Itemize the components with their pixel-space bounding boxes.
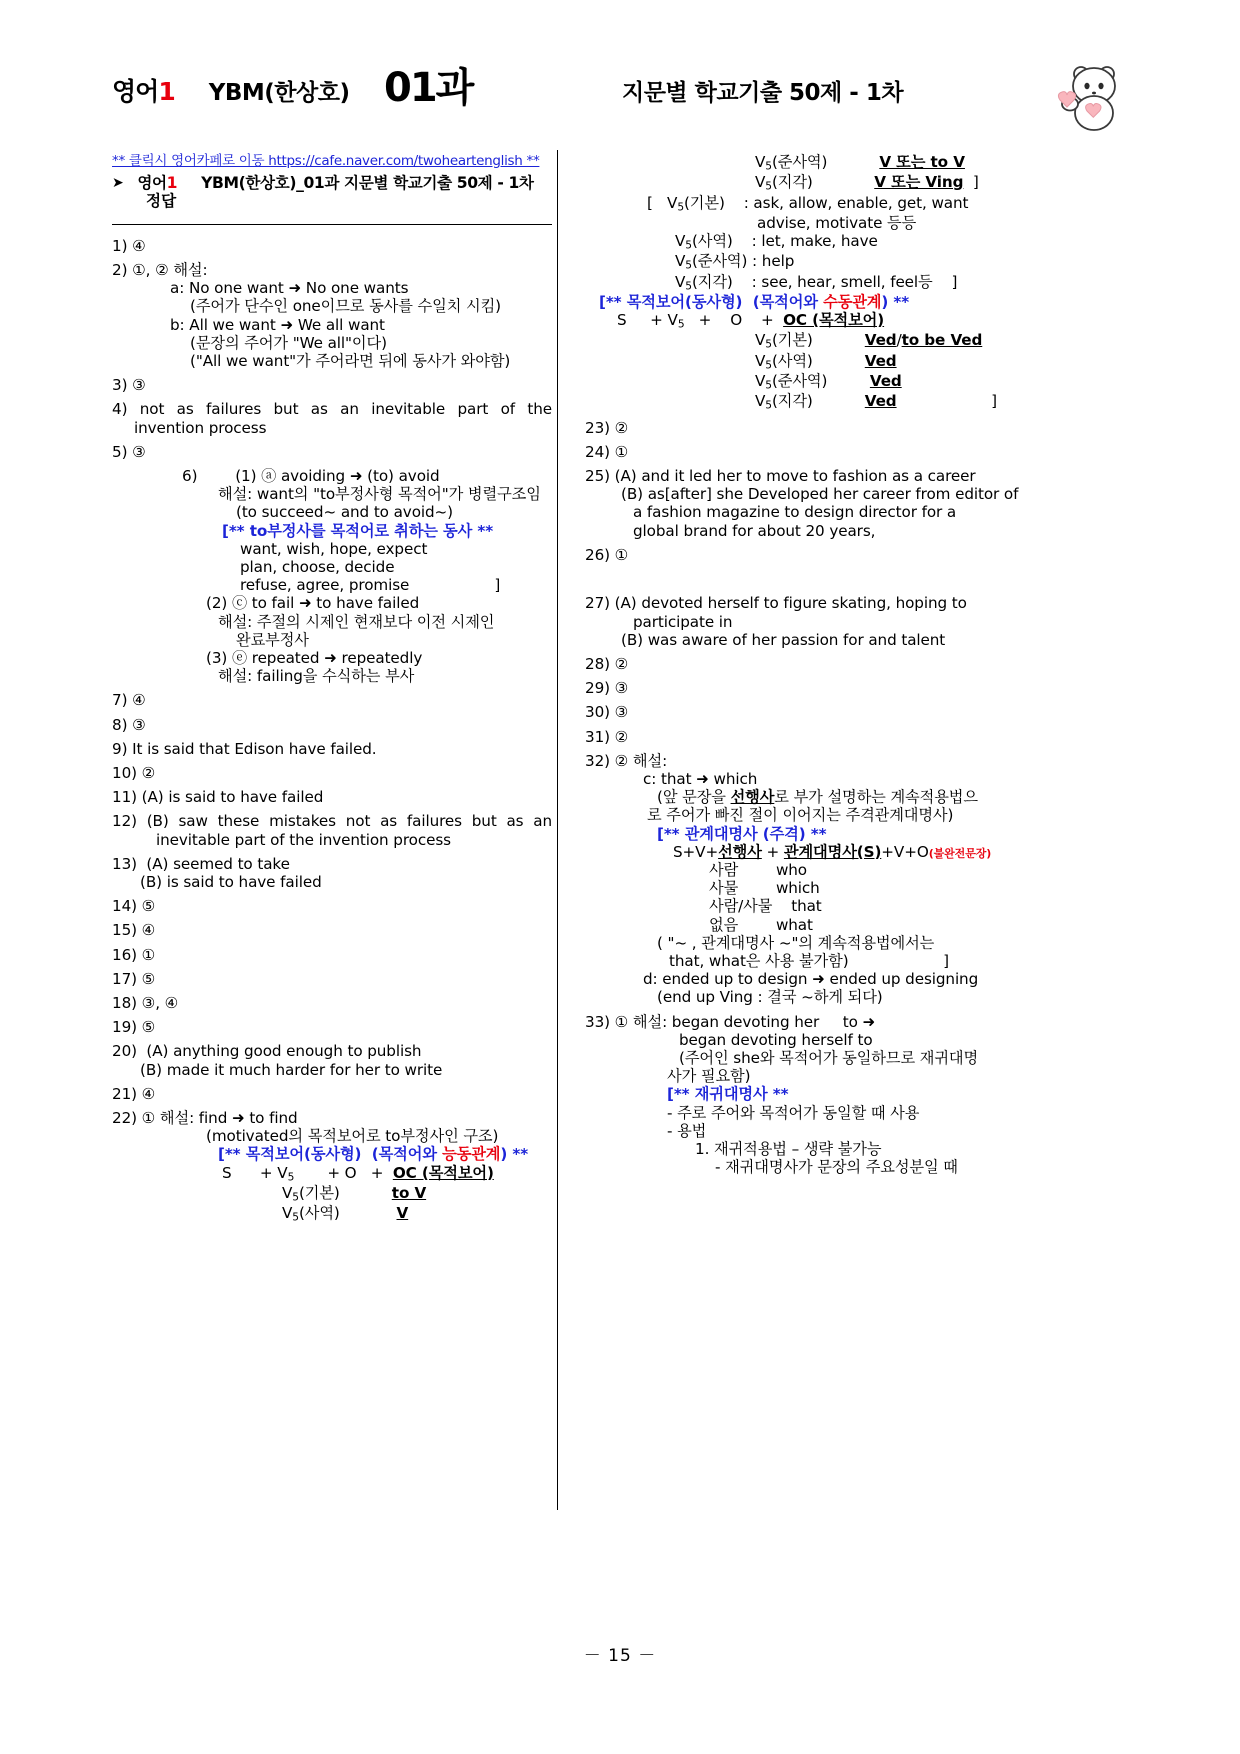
header-publisher: YBM(한상호) <box>208 80 350 106</box>
answer-line: d: ended up to design ➜ ended up designing <box>643 970 979 989</box>
answer-line: - 용법 <box>667 1121 707 1140</box>
header-right-title: 지문별 학교기출 50제 - 1차 <box>622 80 904 106</box>
title-subject: 영어1 <box>137 173 178 192</box>
answer-line: 17) ⑤ <box>112 969 156 988</box>
answer-line: [** 관계대명사 (주격) ** <box>657 824 827 843</box>
answer-line: [** to부정사를 목적어로 취하는 동사 ** <box>222 521 494 540</box>
answer-line: 완료부정사 <box>236 630 309 649</box>
answer-line: $V_5$(사역) V <box>282 1204 409 1224</box>
answer-line: 해설: 주절의 시제인 현재보다 이전 시제인 <box>218 612 495 631</box>
answer-line: [ $V_5$(기본) : ask, allow, enable, get, want <box>647 193 969 214</box>
answer-line: 21) ④ <box>112 1084 156 1103</box>
answer-line: 29) ③ <box>585 679 629 698</box>
answer-line: 사람/사물 that <box>709 897 822 916</box>
left-column <box>112 155 552 1227</box>
answer-line: $V_5$(기본) to V <box>282 1183 427 1204</box>
answer-line: 26) ① <box>585 545 629 564</box>
answer-line: $V_5$(기본) Ved/to be Ved <box>755 331 983 352</box>
answer-line: a fashion magazine to design director for a <box>633 503 957 522</box>
answer-line: (B) was aware of her passion for and talent <box>621 630 946 649</box>
bullet-arrow-icon: ➤ <box>112 174 124 191</box>
title-rest: YBM(한상호)_01과 지문별 학교기출 50제 - 1차 <box>201 173 534 192</box>
answer-line: 27) (A) devoted herself to figure skating, hoping to <box>585 594 967 613</box>
answer-line: $V_5$(사역) Ved <box>755 351 897 372</box>
answer-line: 사가 필요함) <box>667 1067 751 1086</box>
spacer-row <box>585 572 1035 587</box>
right-column <box>585 155 1035 1178</box>
header-subject-number: 1 <box>158 77 175 106</box>
answer-line: refuse, agree, promise ] <box>240 576 501 595</box>
answer-line: 3) ③ <box>112 376 146 395</box>
answer-line: 7) ④ <box>112 691 146 710</box>
answer-line: 1) ④ <box>112 236 146 255</box>
answer-line: 33) ① 해설: began devoting her to ➜ <box>585 1012 876 1031</box>
answer-line: (문장의 주어가 "We all"이다) <box>190 333 387 352</box>
answer-line: - 주로 주어와 목적어가 동일할 때 사용 <box>667 1103 920 1122</box>
answer-line: 해설: want의 "to부정사형 목적어"가 병렬구조임 <box>218 485 541 504</box>
answer-line: (B) made it much harder for her to write <box>140 1060 443 1079</box>
answer-line: 1. 재귀적용법 – 생략 불가능 <box>695 1139 882 1158</box>
answer-line: 19) ⑤ <box>112 1018 156 1037</box>
answer-key-title <box>112 173 552 192</box>
answer-line: 사람 who <box>709 860 808 879</box>
answer-line: (B) as[after] she Developed her career from editor of <box>621 485 1019 504</box>
answer-line: (2) ⓒ to fail ➜ to have failed <box>206 594 420 613</box>
answer-line: (3) ⓔ repeated ➜ repeatedly <box>206 648 423 667</box>
answer-line: [** 재귀대명사 ** <box>667 1085 789 1104</box>
answer-line: 20) (A) anything good enough to publish <box>112 1042 422 1061</box>
answer-line: participate in <box>633 612 733 631</box>
answer-line: 12) (B) saw these mistakes not as failures but as an <box>112 812 552 831</box>
answer-line: (앞 문장을 선행사로 부가 설명하는 계속적용법으 <box>657 788 978 807</box>
answer-line: 18) ③, ④ <box>112 994 179 1012</box>
answer-line: 13) (A) seemed to take <box>112 854 290 873</box>
answer-line: $V_5$(지각) Ved ] <box>755 392 997 413</box>
answer-line: 22) ① 해설: find ➜ to find <box>112 1109 298 1128</box>
answer-line: 6) (1) ⓐ avoiding ➜ (to) avoid <box>182 466 440 485</box>
answer-line: ( "~ , 관계대명사 ~"의 계속적용법에서는 <box>657 933 935 952</box>
answer-line: 9) It is said that Edison have failed. <box>112 739 377 758</box>
answer-line: (주어인 she와 목적어가 동일하므로 재귀대명 <box>679 1048 979 1067</box>
answer-line: (to succeed~ and to avoid~) <box>236 503 453 522</box>
answer-line: c: that ➜ which <box>643 769 758 788</box>
answer-line: 32) ② 해설: <box>585 751 668 770</box>
answer-line: inevitable part of the invention process <box>156 830 451 849</box>
answer-line: $V_5$(지각) V 또는 Ving ] <box>755 173 979 193</box>
answer-line: 4) not as failures but as an inevitable part of the <box>112 400 552 419</box>
answer-line: S+V+선행사 + 관계대명사(S)+V+O(불완전문장) <box>673 842 992 861</box>
answer-line: $V_5$(지각) : see, hear, smell, feel등 ] <box>675 272 958 293</box>
answer-line: 로 주어가 빠진 절이 이어지는 주격관계대명사) <box>647 806 954 825</box>
answer-line: 11) (A) is said to have failed <box>112 788 324 807</box>
answer-line: (B) is said to have failed <box>140 872 322 891</box>
answer-line: 10) ② <box>112 763 156 782</box>
answer-line: advise, motivate 등등 <box>757 213 917 232</box>
answer-line: plan, choose, decide <box>240 557 395 576</box>
answer-line: [** 목적보어(동사형) (목적어와 능동관계) ** <box>218 1145 529 1164</box>
answer-line: 28) ② <box>585 654 629 673</box>
answer-line: 해설: failing을 수식하는 부사 <box>218 667 415 686</box>
header-lesson-title: 01과 <box>384 65 473 111</box>
answer-line: b: All we want ➜ We all want <box>170 315 385 334</box>
answer-line: a: No one want ➜ No one wants <box>170 279 409 298</box>
right-answer-list <box>585 155 1035 1175</box>
answer-line: (주어가 단수인 one이므로 동사를 수일치 시킴) <box>190 297 501 316</box>
header-subject: 영어1 <box>112 77 175 106</box>
header-rule <box>112 224 552 225</box>
left-answer-list <box>112 236 552 1224</box>
answer-line: 31) ② <box>585 727 629 746</box>
column-divider <box>557 150 558 1510</box>
answer-line: 30) ③ <box>585 703 629 722</box>
page-number: － 15 － <box>583 1646 657 1666</box>
answer-line: 14) ⑤ <box>112 897 156 916</box>
answer-line: 없음 what <box>709 915 813 934</box>
answer-line: [** 목적보어(동사형) (목적어와 수동관계) ** <box>599 292 910 311</box>
answer-line: 24) ① <box>585 442 629 461</box>
answer-line: 2) ①, ② 해설: <box>112 260 208 279</box>
answer-line: S + $V_5$ + O + OC (목적보어) <box>617 311 885 331</box>
answer-line: that, what은 사용 불가함) ] <box>669 951 949 970</box>
page-header <box>112 62 1132 132</box>
cafe-link[interactable]: ** 클릭시 영어카페로 이동 https://cafe.naver.com/twoheartenglish ** <box>112 153 540 169</box>
answer-line: 사물 which <box>709 879 820 898</box>
answer-line: began devoting herself to <box>679 1030 873 1049</box>
answer-key-title-line2: 정답 <box>146 192 177 211</box>
answer-line: 5) ③ <box>112 442 146 461</box>
answer-line: want, wish, hope, expect <box>240 539 428 558</box>
answer-line: 15) ④ <box>112 921 156 940</box>
header-left-group <box>112 72 349 108</box>
answer-line: $V_5$(준사역) V 또는 to V <box>755 153 965 173</box>
answer-line: global brand for about 20 years, <box>633 521 876 540</box>
answer-line: (end up Ving : 결국 ~하게 되다) <box>657 988 883 1007</box>
answer-line: $V_5$(준사역) : help <box>675 252 795 273</box>
answer-line: 23) ② <box>585 418 629 437</box>
answer-line: S + $V_5$ + O + OC (목적보어) <box>222 1163 494 1184</box>
answer-line: 16) ① <box>112 945 156 964</box>
answer-line: $V_5$(준사역) Ved <box>755 372 902 392</box>
answer-line: - 재귀대명사가 문장의 주요성분일 때 <box>715 1158 958 1177</box>
answer-line: (motivated의 목적보어로 to부정사인 구조) <box>206 1127 499 1146</box>
answer-line: 25) (A) and it led her to move to fashion as a career <box>585 467 976 486</box>
answer-line: $V_5$(사역) : let, make, have <box>675 232 878 252</box>
answer-line: ("All we want"가 주어라면 뒤에 동사가 와야함) <box>190 351 511 370</box>
answer-line: invention process <box>134 418 267 437</box>
answer-line: 8) ③ <box>112 715 146 734</box>
panda-heart-icon <box>1050 56 1136 134</box>
